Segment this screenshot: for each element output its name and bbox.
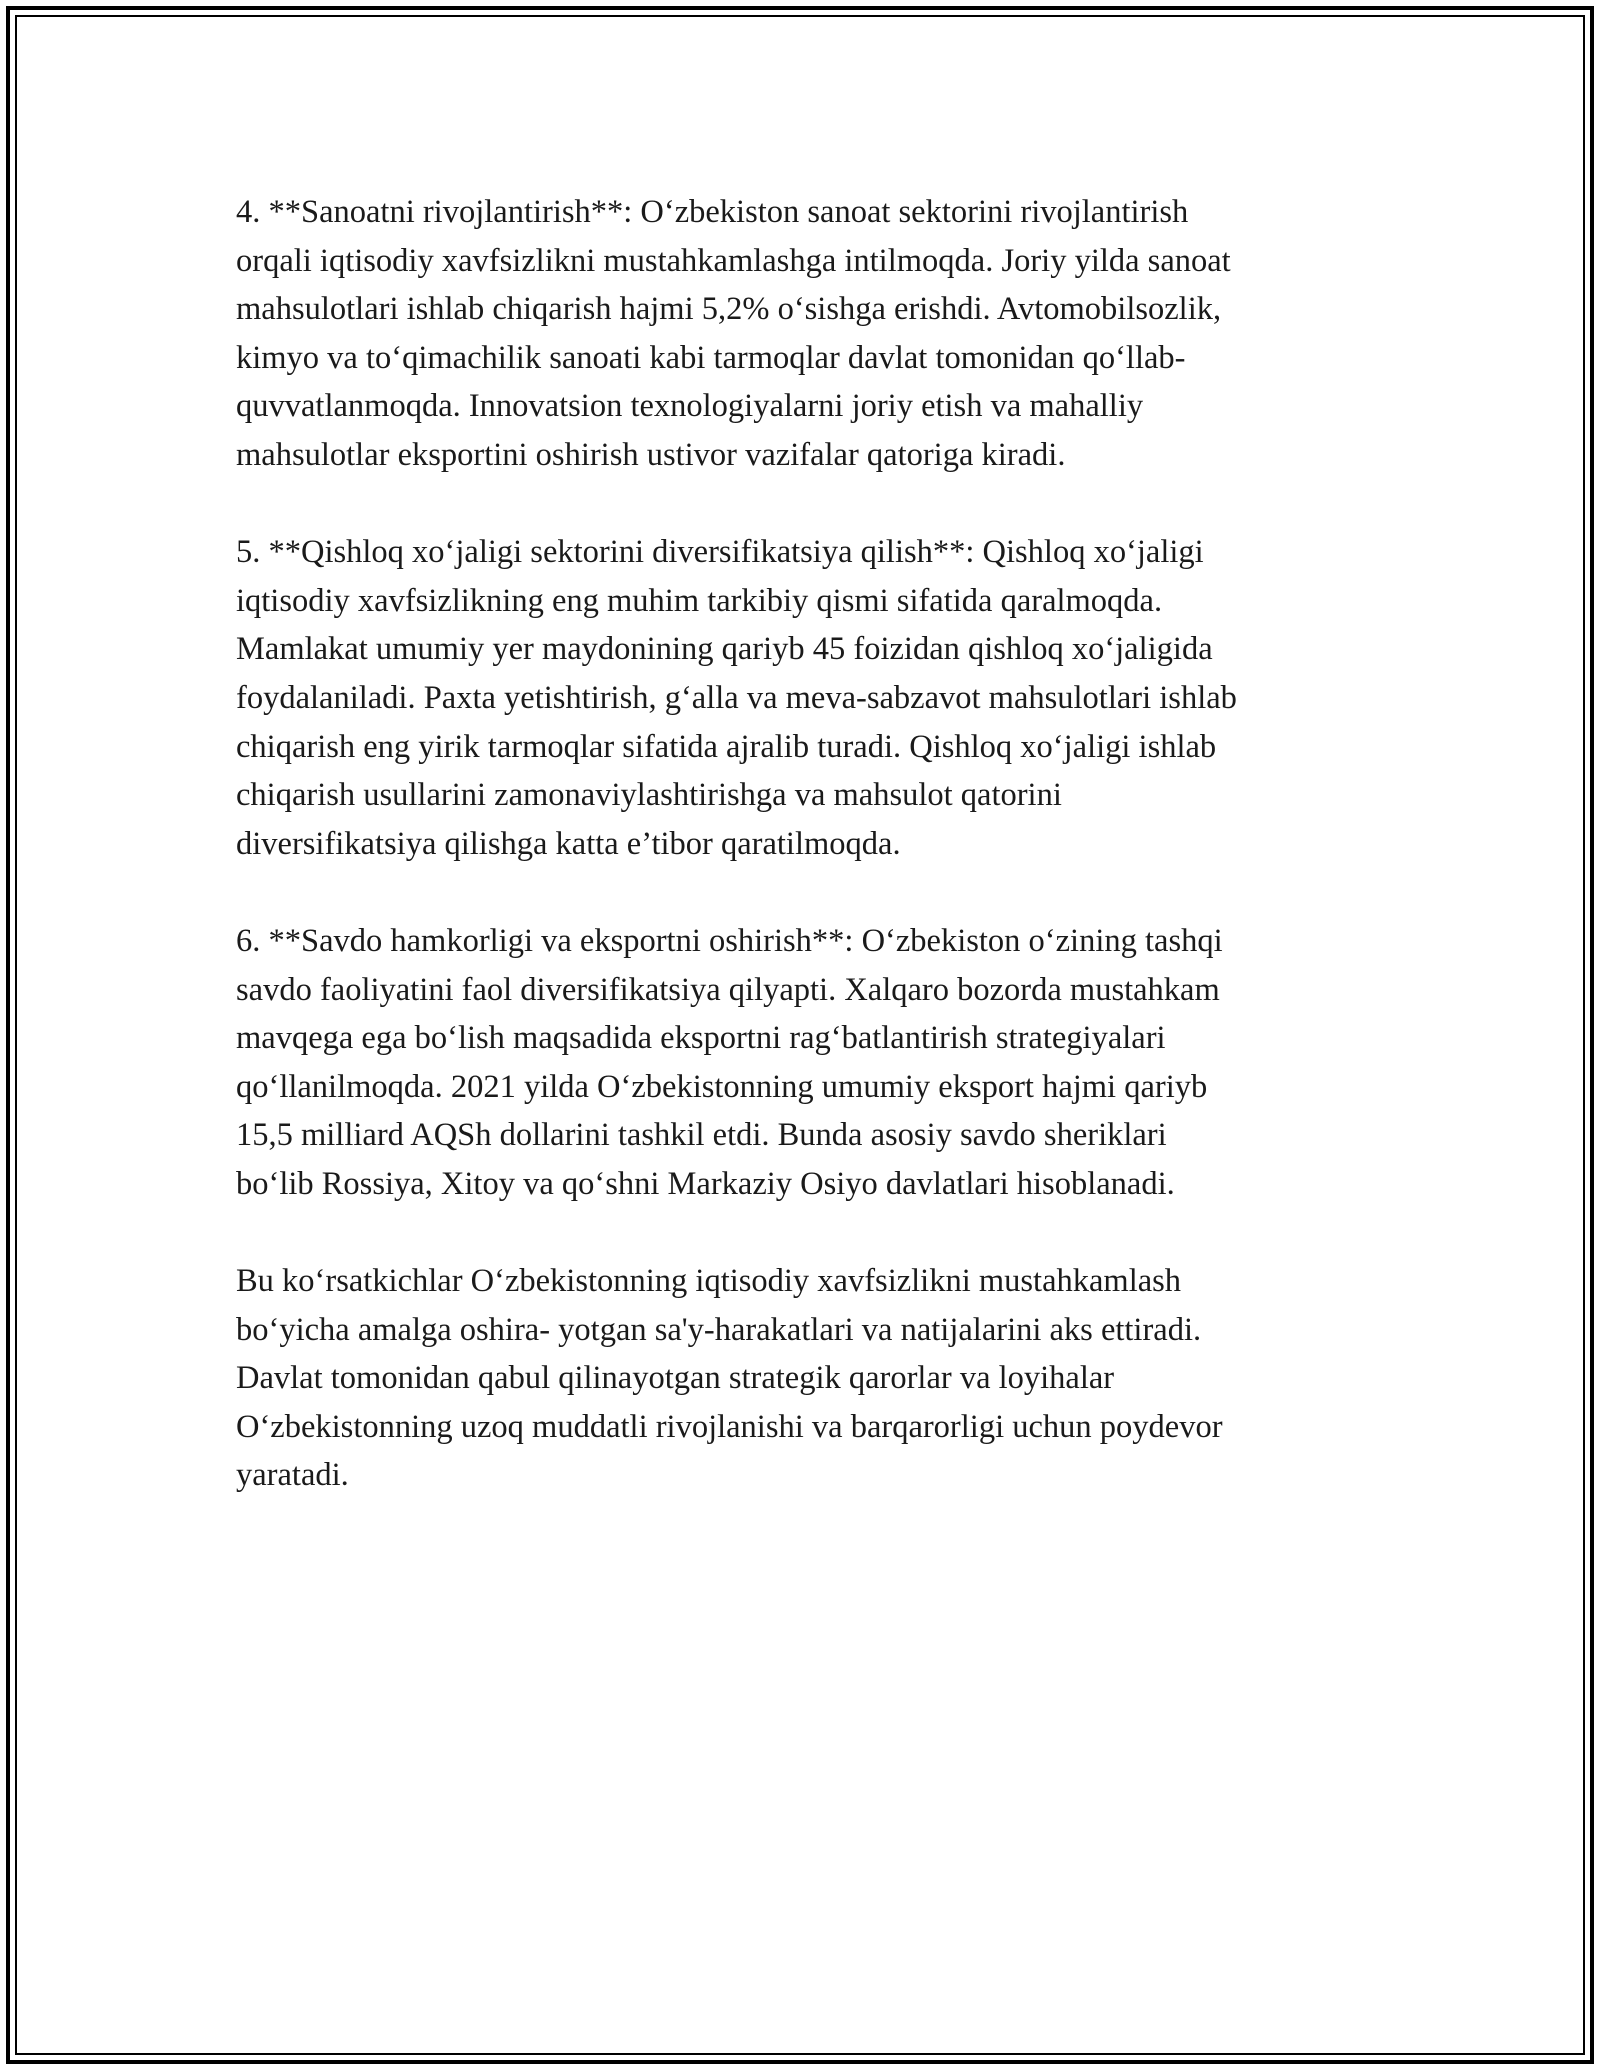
text-line: bo‘lib Rossiya, Xitoy va qo‘shni Markaziy Osiyo davlatlari hisoblanadi.: [236, 1165, 1175, 1202]
text-line: kimyo va to‘qimachilik sanoati kabi tarmoqlar davlat tomonidan qo‘llab-: [236, 339, 1186, 376]
text-line: savdo faoliyatini faol diversifikatsiya qilyapti. Xalqaro bozorda mustahkam: [236, 971, 1220, 1008]
text-line: orqali iqtisodiy xavfsizlikni mustahkamlashga intilmoqda. Joriy yilda sanoat: [236, 242, 1231, 279]
text-line: mahsulotlar eksportini oshirish ustivor vazifalar qatoriga kiradi.: [236, 436, 1066, 473]
text-line: O‘zbekistonning uzoq muddatli rivojlanishi va barqarorligi uchun poydevor: [236, 1408, 1223, 1445]
text-line: mavqega ega bo‘lish maqsadida eksportni rag‘batlantirish strategiyalari: [236, 1020, 1166, 1057]
text-line: bo‘yicha amalga oshira- yotgan sa'y-harakatlari va natijalarini aks ettiradi.: [236, 1311, 1202, 1348]
text-line: Davlat tomonidan qabul qilinayotgan strategik qarorlar va loyihalar: [236, 1360, 1115, 1397]
text-line: chiqarish usullarini zamonaviylashtirishga va mahsulot qatorini: [236, 777, 1062, 814]
text-line: yaratadi.: [236, 1457, 349, 1494]
text-line: mahsulotlari ishlab chiqarish hajmi 5,2% o‘sishga erishdi. Avtomobilsozlik,: [236, 291, 1222, 328]
paragraph-agriculture: [236, 528, 1366, 868]
text-line: Bu ko‘rsatkichlar O‘zbekistonning iqtisodiy xavfsizlikni mustahkamlash: [236, 1263, 1182, 1300]
text-line: diversifikatsiya qilishga katta e’tibor qaratilmoqda.: [236, 825, 901, 862]
text-line: foydalaniladi. Paxta yetishtirish, g‘alla va meva-sabzavot mahsulotlari ishlab: [236, 679, 1237, 716]
paragraph-trade: [236, 917, 1366, 1209]
text-line: 6. **Savdo hamkorligi va eksportni oshirish**: O‘zbekiston o‘zining tashqi: [236, 922, 1223, 959]
document-body: [236, 188, 1366, 1549]
paragraph-conclusion: [236, 1257, 1366, 1500]
text-line: chiqarish eng yirik tarmoqlar sifatida ajralib turadi. Qishloq xo‘jaligi ishlab: [236, 728, 1217, 765]
text-line: 5. **Qishloq xo‘jaligi sektorini diversifikatsiya qilish**: Qishloq xo‘jaligi: [236, 534, 1204, 571]
text-line: qo‘llanilmoqda. 2021 yilda O‘zbekistonning umumiy eksport hajmi qariyb: [236, 1068, 1208, 1105]
text-line: Mamlakat umumiy yer maydonining qariyb 45 foizidan qishloq xo‘jaligida: [236, 631, 1213, 668]
text-line: 15,5 milliard AQSh dollarini tashkil etdi. Bunda asosiy savdo sheriklari: [236, 1117, 1167, 1154]
text-line: iqtisodiy xavfsizlikning eng muhim tarkibiy qismi sifatida qaralmoqda.: [236, 582, 1163, 619]
text-line: 4. **Sanoatni rivojlantirish**: O‘zbekiston sanoat sektorini rivojlantirish: [236, 194, 1189, 230]
text-line: quvvatlanmoqda. Innovatsion texnologiyalarni joriy etish va mahalliy: [236, 388, 1144, 425]
paragraph-industry: [236, 188, 1366, 480]
